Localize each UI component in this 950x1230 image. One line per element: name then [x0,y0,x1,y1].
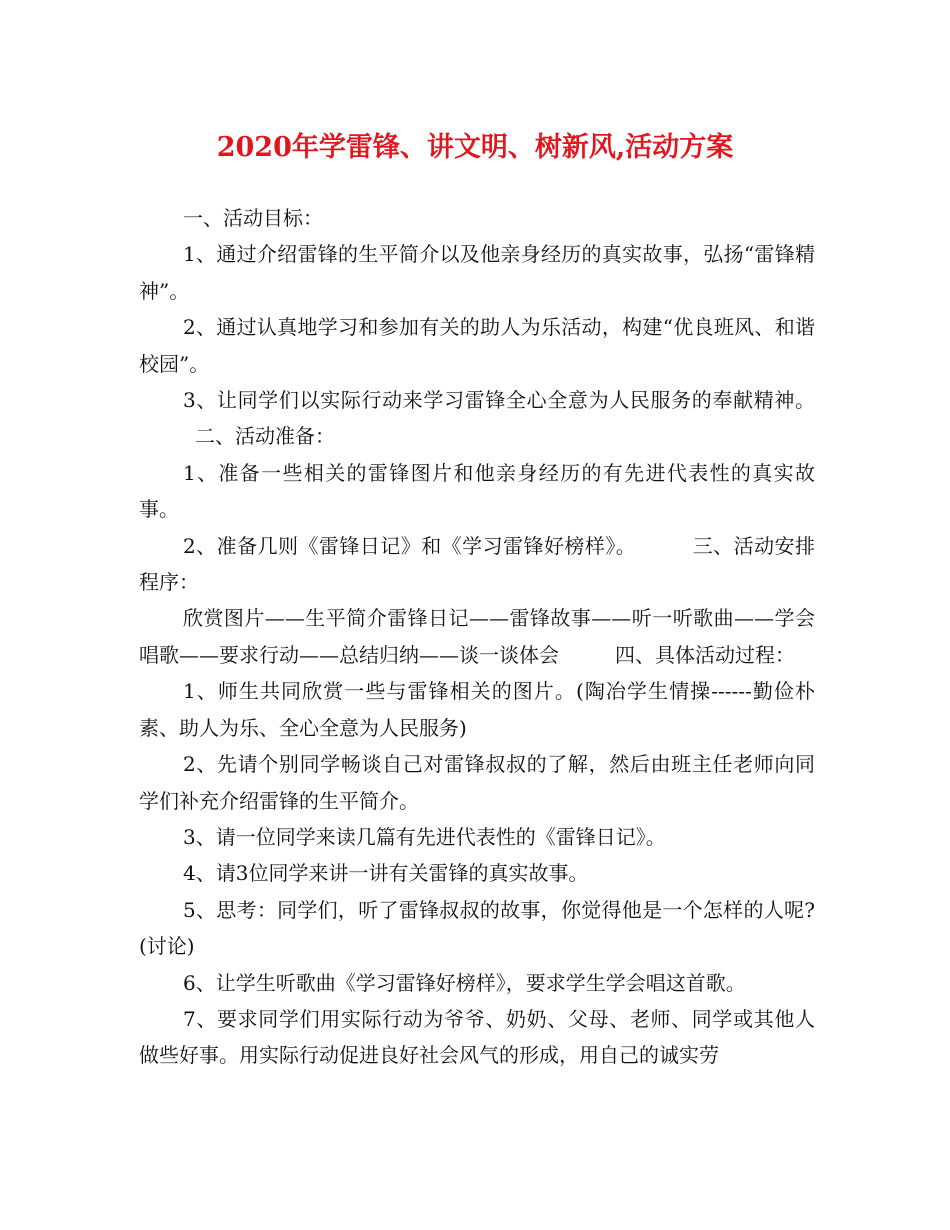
goal-1-text: 1、通过介绍雷锋的生平简介以及他亲身经历的真实故事，弘扬“雷锋精神”。 [139,242,815,303]
section-3-heading: 三、活动安排程序： [139,533,815,595]
paragraph-step-2 [139,746,815,819]
goal-2-text: 2、通过认真地学习和参加有关的助人为乐活动，构建“优良班风、和谐校园”。 [139,315,815,376]
document-title: 2020年学雷锋、讲文明、树新风,活动方案 [216,132,734,163]
paragraph-step-5 [139,892,815,965]
step-7-text: 7、要求同学们用实际行动为爷爷、奶奶、父母、老师、同学或其他人做些好事。用实际行动促进良好社会风气的形成，用自己的诚实劳 [139,1006,815,1068]
paragraph-prep-2 [139,528,815,601]
paragraph-prep-1 [139,455,815,528]
step-1-text: 1、师生共同欣赏一些与雷锋相关的图片。(陶冶学生情操------勤俭朴素、助人为乐、全心全意为人民服务) [139,679,815,740]
paragraph-section-1-heading [139,200,815,236]
step-5-text: 5、思考：同学们，听了雷锋叔叔的故事，你觉得他是一个怎样的人呢?(讨论) [139,897,815,959]
paragraph-step-6 [139,965,815,1001]
procedure-text: 欣赏图片——生平简介雷锋日记——雷锋故事——听一听歌曲——学会唱歌——要求行动——总结归纳——谈一谈体会 [139,606,815,667]
step-3-text: 3、请一位同学来读几篇有先进代表性的《雷锋日记》。 [183,824,666,849]
paragraph-procedure [139,600,815,673]
paragraph-goal-1 [139,236,815,309]
step-4-text: 4、请3位同学来讲一讲有关雷锋的真实故事。 [183,861,589,886]
paragraph-step-7 [139,1001,815,1074]
paragraph-step-1 [139,673,815,746]
paragraph-goal-3 [139,382,815,455]
step-6-text: 6、让学生听歌曲《学习雷锋好榜样》，要求学生学会唱这首歌。 [183,970,746,995]
paragraph-step-3 [139,819,815,855]
step-2-text: 2、先请个别同学畅谈自己对雷锋叔叔的了解，然后由班主任老师向同学们补充介绍雷锋的生平简介。 [139,752,815,813]
prep-2-text: 2、准备几则《雷锋日记》和《学习雷锋好榜样》。 [183,533,637,558]
paragraph-step-4 [139,855,815,891]
paragraph-goal-2 [139,309,815,382]
section-2-heading: 二、活动准备： [195,424,335,449]
goal-3-text: 3、让同学们以实际行动来学习雷锋全心全意为人民服务的奉献精神。 [183,388,815,413]
prep-1-text: 1、准备一些相关的雷锋图片和他亲身经历的有先进代表性的真实故事。 [139,460,815,522]
section-4-heading: 四、具体活动过程： [615,642,795,667]
section-1-heading: 一、活动目标： [183,206,323,230]
document-body [139,200,815,1074]
